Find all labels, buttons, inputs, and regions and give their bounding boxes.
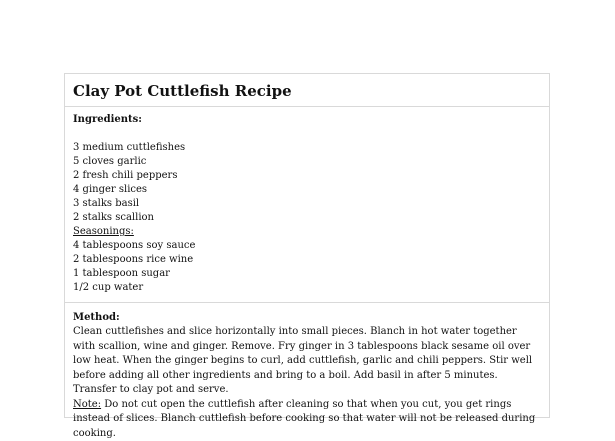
recipe-card (64, 73, 550, 439)
note-label: Note: (73, 398, 102, 410)
ingredient-item: 2 stalks scallion (73, 212, 154, 223)
ingredient-item: 2 fresh chili peppers (73, 170, 178, 181)
seasonings-heading: Seasonings: (73, 226, 134, 237)
ingredient-item: 3 stalks basil (73, 198, 140, 209)
seasoning-item: 2 tablespoons rice wine (73, 254, 194, 265)
method-section (65, 303, 549, 441)
spacer (73, 127, 541, 141)
ingredient-item: 3 medium cuttlefishes (73, 142, 186, 153)
ingredients-section (65, 107, 549, 303)
method-heading: Method: (73, 312, 120, 323)
seasoning-item: 1/2 cup water (73, 282, 144, 293)
seasoning-item: 4 tablespoons soy sauce (73, 240, 196, 251)
note-text: Do not cut open the cuttlefish after cleaning so that when you cut, you get rings instead of slices. Blanch cuttlefish before cooking so that water will not be released during cooking. (73, 398, 536, 439)
method-paragraph (73, 325, 541, 441)
recipe-title-bar (65, 74, 549, 107)
ingredient-item: 4 ginger slices (73, 184, 148, 195)
recipe-title: Clay Pot Cuttlefish Recipe (73, 82, 292, 100)
seasoning-item: 1 tablespoon sugar (73, 268, 170, 279)
method-text: Clean cuttlefishes and slice horizontally into small pieces. Blanch in hot water together with scallion, wine and ginger. Remove. Fry ginger in 3 tablespoons black sesame oil over low heat. When the ginger begins to curl, add cuttlefish, garlic and chili peppers. Stir well before adding all other ingredients and bring to a boil. Add basil in after 5 minutes. Transfer to clay pot and serve. (73, 326, 533, 395)
ingredient-item: 5 cloves garlic (73, 156, 147, 167)
ingredients-heading: Ingredients: (73, 114, 142, 125)
